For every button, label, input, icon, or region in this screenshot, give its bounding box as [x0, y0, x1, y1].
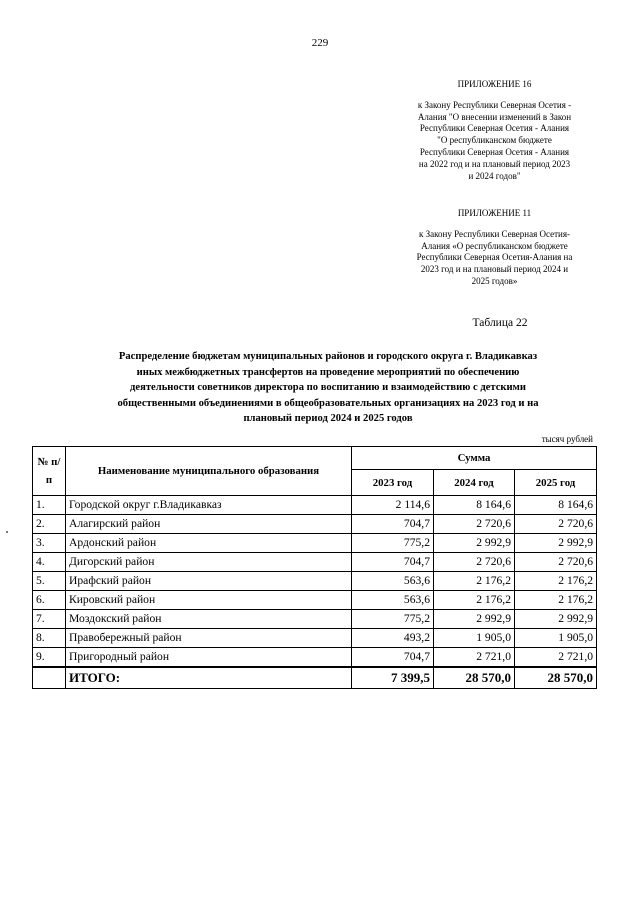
appendix-16-line: "О республиканском бюджете: [437, 135, 552, 146]
row-number: 5.: [33, 572, 66, 591]
value-2023: 775,2: [352, 610, 434, 629]
value-2023: 563,6: [352, 591, 434, 610]
appendix-16-block: [392, 79, 597, 182]
table-row: [33, 572, 597, 591]
title-line: деятельности советников директора по воспитанию и взаимодействию с детскими: [130, 382, 526, 394]
scan-speck: [6, 531, 8, 533]
value-2023: 493,2: [352, 629, 434, 648]
document-title: [58, 349, 598, 427]
value-2025: 2 720,6: [515, 515, 597, 534]
value-2023: 704,7: [352, 553, 434, 572]
appendix-16-line: на 2022 год и на плановый период 2023: [418, 158, 571, 169]
row-number: 7.: [33, 610, 66, 629]
value-2025: 2 720,6: [515, 553, 597, 572]
row-number: 6.: [33, 591, 66, 610]
appendix-16-line: Республики Северная Осетия - Алания: [419, 146, 570, 157]
appendix-11-line: Республики Северная Осетия-Алания на: [416, 252, 573, 263]
municipality-name: Пригородный район: [66, 648, 352, 668]
header-year-2023: 2023 год: [352, 470, 434, 496]
total-2023: 7 399,5: [352, 667, 434, 689]
municipality-name: Кировский район: [66, 591, 352, 610]
municipality-name: Дигорский район: [66, 553, 352, 572]
total-row: [33, 667, 597, 689]
table-row: [33, 515, 597, 534]
total-2025: 28 570,0: [515, 667, 597, 689]
row-number: 1.: [33, 496, 66, 515]
municipality-name: Алагирский район: [66, 515, 352, 534]
table-row: [33, 534, 597, 553]
appendix-11-line: к Закону Республики Северная Осетия-: [419, 228, 570, 239]
appendix-11-line: 2025 годов»: [471, 275, 518, 286]
value-2025: 2 992,9: [515, 610, 597, 629]
table-row: [33, 610, 597, 629]
header-name: Наименование муниципального образования: [66, 447, 352, 496]
total-label: ИТОГО:: [66, 667, 352, 689]
value-2024: 2 176,2: [434, 591, 515, 610]
value-2024: 2 992,9: [434, 610, 515, 629]
value-2025: 2 721,0: [515, 648, 597, 668]
table-row: [33, 629, 597, 648]
value-2023: 704,7: [352, 648, 434, 668]
page-number: 229: [311, 37, 329, 49]
appendix-16-line: Алания "О внесении изменений в Закон: [417, 111, 572, 122]
header-sum: Сумма: [352, 447, 597, 470]
value-2025: 2 992,9: [515, 534, 597, 553]
header-year-2024: 2024 год: [434, 470, 515, 496]
appendix-11-line: 2023 год и на плановый период 2024 и: [420, 264, 569, 275]
value-2023: 563,6: [352, 572, 434, 591]
row-number: 4.: [33, 553, 66, 572]
value-2023: 775,2: [352, 534, 434, 553]
header-year-2025: 2025 год: [515, 470, 597, 496]
municipality-name: Ирафский район: [66, 572, 352, 591]
value-2024: 2 721,0: [434, 648, 515, 668]
budget-table: [32, 446, 597, 689]
row-number: 3.: [33, 534, 66, 553]
title-line: иных межбюджетных трансфертов на проведение мероприятий по обеспечению: [136, 366, 520, 378]
title-line: общественными объединениями в общеобразовательных организациях на 2023 год и на: [117, 397, 539, 409]
table-row: [33, 553, 597, 572]
value-2024: 8 164,6: [434, 496, 515, 515]
appendix-11-block: [392, 208, 597, 288]
municipality-name: Городской округ г.Владикавказ: [66, 496, 352, 515]
total-number-cell: [33, 667, 66, 689]
value-2024: 2 720,6: [434, 515, 515, 534]
row-number: 8.: [33, 629, 66, 648]
value-2025: 1 905,0: [515, 629, 597, 648]
table-row: [33, 496, 597, 515]
appendix-16-line: к Закону Республики Северная Осетия -: [417, 99, 572, 110]
title-line: плановый период 2024 и 2025 годов: [243, 413, 413, 425]
total-2024: 28 570,0: [434, 667, 515, 689]
value-2024: 2 720,6: [434, 553, 515, 572]
appendix-11-heading: ПРИЛОЖЕНИЕ 11: [457, 208, 532, 218]
value-2024: 2 176,2: [434, 572, 515, 591]
title-line: Распределение бюджетам муниципальных районов и городского округа г. Владикавказ: [118, 351, 538, 362]
municipality-name: Правобережный район: [66, 629, 352, 648]
table-number: Таблица 22: [472, 317, 528, 329]
row-number: 9.: [33, 648, 66, 668]
value-2025: 2 176,2: [515, 572, 597, 591]
appendix-11-line: Алания «О республиканском бюджете: [421, 240, 568, 251]
table-row: [33, 648, 597, 668]
value-2023: 704,7: [352, 515, 434, 534]
appendix-16-heading: ПРИЛОЖЕНИЕ 16: [457, 79, 532, 89]
table-row: [33, 591, 597, 610]
value-2025: 8 164,6: [515, 496, 597, 515]
units-label: тысяч рублей: [541, 434, 593, 444]
appendix-16-line: и 2024 годов": [468, 170, 521, 181]
value-2023: 2 114,6: [352, 496, 434, 515]
row-number: 2.: [33, 515, 66, 534]
appendix-16-line: Республики Северная Осетия - Алания: [419, 123, 570, 134]
municipality-name: Моздокский район: [66, 610, 352, 629]
value-2024: 2 992,9: [434, 534, 515, 553]
value-2024: 1 905,0: [434, 629, 515, 648]
header-number: № п/п: [33, 447, 66, 496]
value-2025: 2 176,2: [515, 591, 597, 610]
municipality-name: Ардонский район: [66, 534, 352, 553]
